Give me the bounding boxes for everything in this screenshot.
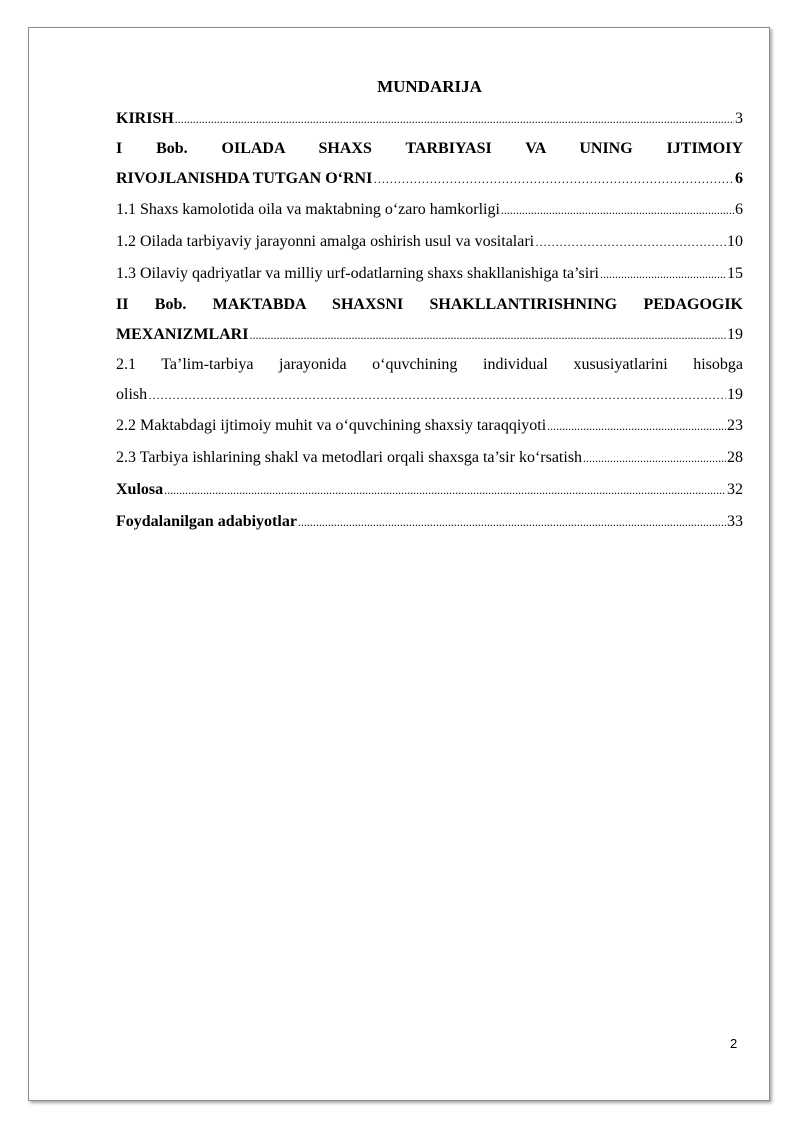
toc-entry-label: II Bob. MAKTABDA SHAXSNI SHAKLLANTIRISHNING PEDAGOGIK (116, 296, 743, 313)
dot-leader (600, 258, 726, 290)
toc-entry-page: 28 (727, 449, 743, 466)
toc-entry-label-cont: olish (116, 386, 148, 403)
toc-entry-label: 2.3 Tarbiya ishlarining shakl va metodlari orqali shaxsga ta’sir ko‘rsatish (116, 449, 583, 466)
toc-entry-2-1[interactable] (116, 350, 743, 410)
toc-entry-page: 23 (727, 417, 743, 434)
toc-entry-label: Foydalanilgan adabiyotlar (116, 513, 297, 530)
dot-leader (164, 474, 726, 506)
toc-title: MUNDARIJA (377, 77, 482, 96)
toc-entry-page: 19 (727, 386, 743, 403)
toc-entry-page: 10 (727, 233, 743, 250)
dot-leader (148, 380, 726, 410)
toc-entry-label: 2.2 Maktabdagi ijtimoiy muhit va o‘quvchining shaxsiy taraqqiyoti (116, 417, 547, 434)
toc-entry-page: 33 (727, 513, 743, 530)
toc-entry-label: Xulosa (116, 481, 164, 498)
toc-entry-xulosa[interactable] (116, 474, 743, 506)
toc-entry-label-cont: RIVOJLANISHDA TUTGAN O‘RNI (116, 170, 373, 187)
toc-entry-2-2[interactable] (116, 410, 743, 442)
table-of-contents (116, 76, 743, 538)
toc-entry-kirish[interactable] (116, 104, 743, 134)
toc-entry-page: 32 (727, 481, 743, 498)
dot-leader (373, 164, 734, 194)
toc-entry-adabiyotlar[interactable] (116, 506, 743, 538)
toc-entry-label: 1.3 Oilaviy qadriyatlar va milliy urf-odatlarning shaxs shakllanishiga ta’siri (116, 265, 599, 282)
dot-leader (547, 410, 726, 442)
dot-leader (175, 104, 734, 134)
toc-entry-1-3[interactable] (116, 258, 743, 290)
toc-entry-label: KIRISH (116, 110, 174, 127)
dot-leader (298, 506, 726, 538)
toc-entry-page: 6 (735, 201, 743, 218)
toc-entry-page: 3 (735, 110, 743, 127)
toc-entry-chapter-2[interactable] (116, 290, 743, 350)
toc-entry-1-2[interactable] (116, 226, 743, 258)
dot-leader (249, 320, 726, 350)
toc-entry-2-3[interactable] (116, 442, 743, 474)
toc-entry-page: 19 (727, 326, 743, 343)
toc-entry-page: 6 (735, 170, 743, 187)
toc-entry-label-cont: MEXANIZMLARI (116, 326, 249, 343)
toc-entry-chapter-1[interactable] (116, 134, 743, 194)
toc-entry-page: 15 (727, 265, 743, 282)
dot-leader (501, 194, 734, 226)
dot-leader (535, 226, 726, 258)
toc-entry-1-1[interactable] (116, 194, 743, 226)
page-number: 2 (730, 1036, 738, 1051)
toc-entry-label: 1.2 Oilada tarbiyaviy jarayonni amalga oshirish usul va vositalari (116, 233, 535, 250)
toc-entry-label: I Bob. OILADA SHAXS TARBIYASI VA UNING IJTIMOIY (116, 140, 743, 157)
toc-entry-label: 2.1 Ta’lim-tarbiya jarayonida o‘quvchining individual xususiyatlarini hisobga (116, 356, 743, 373)
dot-leader (583, 442, 726, 474)
toc-entry-label: 1.1 Shaxs kamolotida oila va maktabning o‘zaro hamkorligi (116, 201, 500, 218)
